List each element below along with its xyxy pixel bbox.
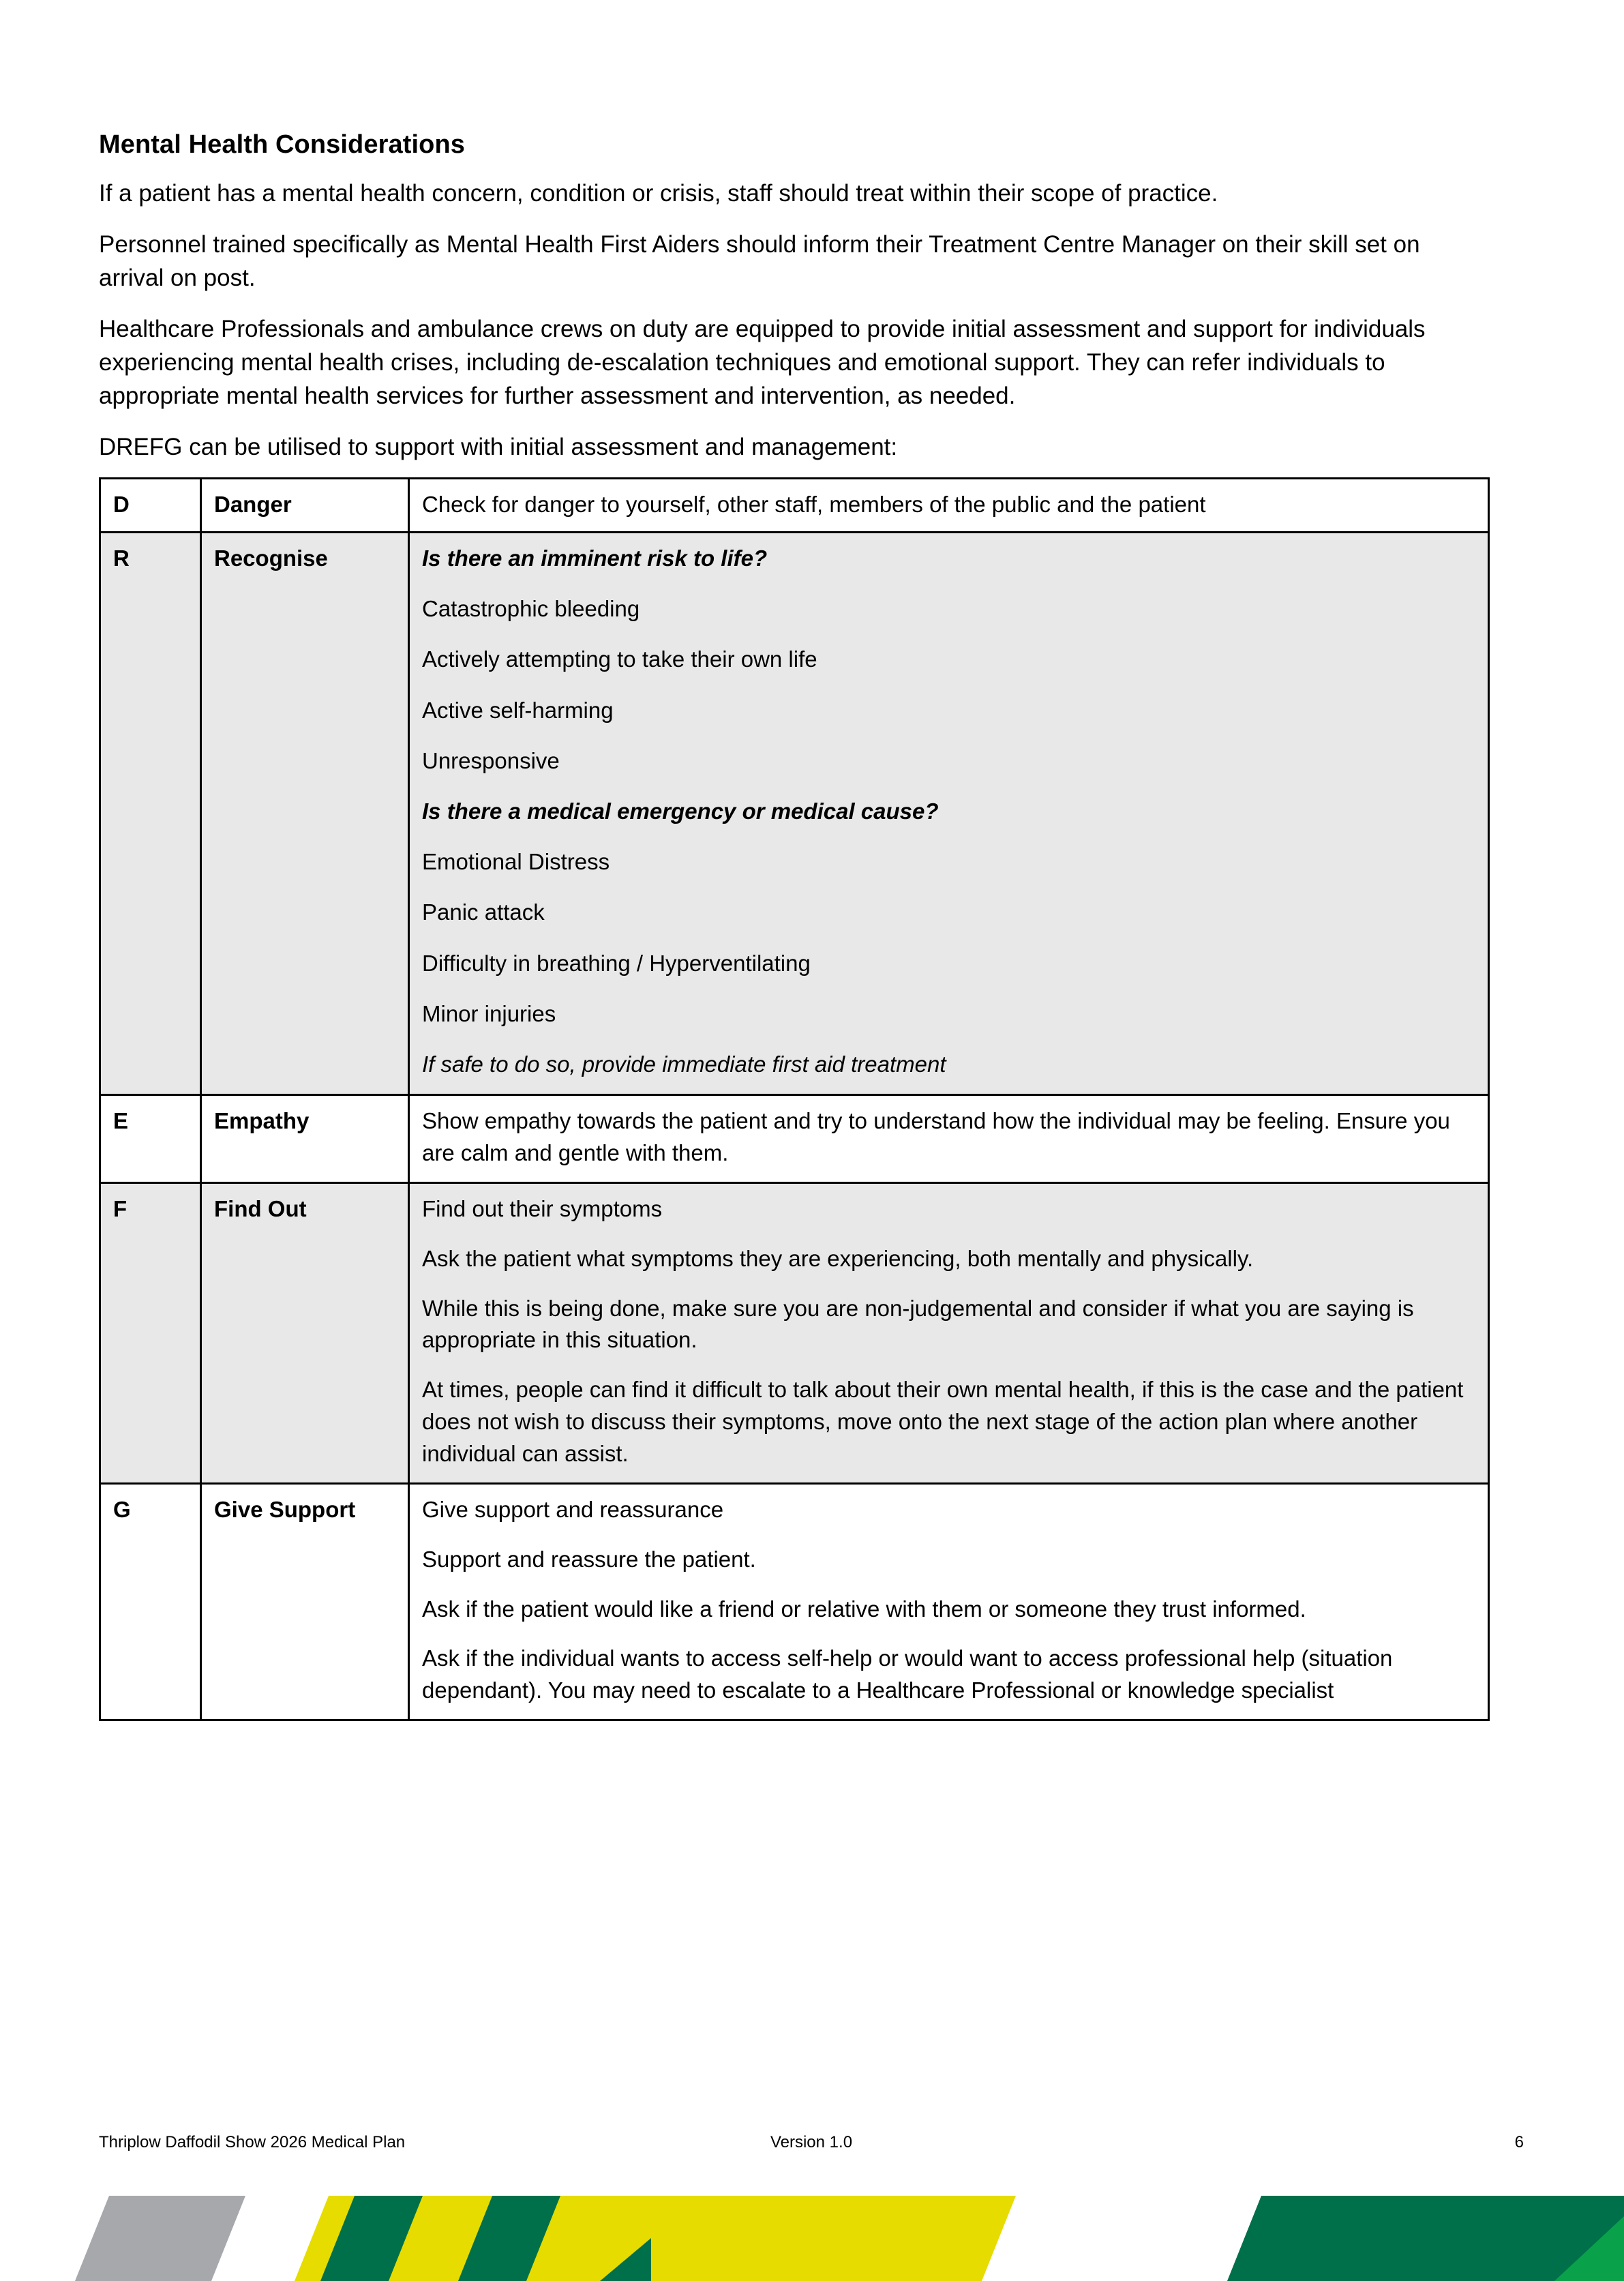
footer-stripes-svg	[0, 2196, 1624, 2281]
footer-page-number: 6	[1514, 2133, 1524, 2151]
drefg-word: Empathy	[201, 1095, 409, 1183]
table-row	[100, 533, 1489, 1095]
drefg-table	[99, 477, 1490, 1721]
drefg-line: Ask the patient what symptoms they are experiencing, both mentally and physically.	[422, 1245, 1254, 1271]
page-content	[99, 130, 1483, 1721]
drefg-line: Unresponsive	[422, 747, 560, 773]
drefg-intro-paragraph: DREFG can be utilised to support with initial assessment and management:	[99, 433, 898, 460]
drefg-line: Check for danger to yourself, other staff, members of the public and the patient	[422, 491, 1206, 517]
page-title: Mental Health Considerations	[99, 130, 465, 159]
drefg-line: Panic attack	[422, 899, 545, 925]
drefg-line: Is there an imminent risk to life?	[422, 546, 768, 571]
drefg-word: Danger	[201, 478, 409, 532]
drefg-word: Recognise	[201, 533, 409, 1095]
drefg-letter: D	[100, 478, 201, 532]
footer-document-title: Thriplow Daffodil Show 2026 Medical Plan	[99, 2133, 406, 2151]
footer-version: Version 1.0	[770, 2133, 853, 2151]
drefg-line: Is there a medical emergency or medical cause?	[422, 798, 939, 824]
drefg-line: Actively attempting to take their own life	[422, 646, 817, 672]
drefg-line: Support and reassure the patient.	[422, 1546, 756, 1572]
intro-paragraph-1: If a patient has a mental health concern, condition or crisis, staff should treat within their scope of practice.	[99, 179, 1218, 207]
table-row	[100, 1095, 1489, 1183]
drefg-letter: F	[100, 1182, 201, 1483]
drefg-line: Find out their symptoms	[422, 1195, 663, 1221]
drefg-description	[409, 478, 1489, 532]
drefg-word: Give Support	[201, 1483, 409, 1720]
drefg-table-body	[100, 478, 1489, 1720]
footer-decorative-stripes	[0, 2196, 1624, 2281]
drefg-line: Active self-harming	[422, 697, 614, 723]
intro-paragraph-2: Personnel trained specifically as Mental Health First Aiders should inform their Treatment Centre Manager on their skill set on arrival on post.	[99, 230, 1420, 291]
drefg-line: Show empathy towards the patient and try to understand how the individual may be feeling. Ensure you are calm and gentle with them.	[422, 1108, 1450, 1165]
drefg-letter: E	[100, 1095, 201, 1183]
drefg-line: While this is being done, make sure you are non-judgemental and consider if what you are saying is appropriate in this situation.	[422, 1295, 1414, 1353]
table-row	[100, 1182, 1489, 1483]
stripe-dark-green	[1227, 2196, 1624, 2281]
table-row	[100, 1483, 1489, 1720]
intro-paragraph-3: Healthcare Professionals and ambulance crews on duty are equipped to provide initial assessment and support for individuals experiencing mental health crises, including de-escalation techniques and emotional support. They can refer individuals to appropriate mental health services for further assessment and intervention, as needed.	[99, 315, 1426, 409]
drefg-description	[409, 1483, 1489, 1720]
drefg-line: Ask if the patient would like a friend or relative with them or someone they trust informed.	[422, 1596, 1306, 1622]
drefg-line: Emotional Distress	[422, 849, 610, 875]
drefg-line: Minor injuries	[422, 1000, 556, 1026]
drefg-line: If safe to do so, provide immediate first aid treatment	[422, 1051, 946, 1077]
stripe-grey	[75, 2196, 245, 2281]
drefg-line: Give support and reassurance	[422, 1496, 724, 1522]
table-row	[100, 478, 1489, 532]
drefg-line: Catastrophic bleeding	[422, 596, 640, 622]
drefg-line: Difficulty in breathing / Hyperventilating	[422, 950, 811, 976]
drefg-description	[409, 1182, 1489, 1483]
drefg-description	[409, 1095, 1489, 1183]
drefg-line: At times, people can find it difficult to talk about their own mental health, if this is the case and the patient does not wish to discuss their symptoms, move onto the next stage of the action plan where another individual can assist.	[422, 1377, 1464, 1466]
drefg-letter: R	[100, 533, 201, 1095]
drefg-word: Find Out	[201, 1182, 409, 1483]
drefg-line: Ask if the individual wants to access self-help or would want to access professional help (situation dependant). You may need to escalate to a Healthcare Professional or knowledge specialist	[422, 1645, 1393, 1703]
drefg-description	[409, 533, 1489, 1095]
drefg-letter: G	[100, 1483, 201, 1720]
